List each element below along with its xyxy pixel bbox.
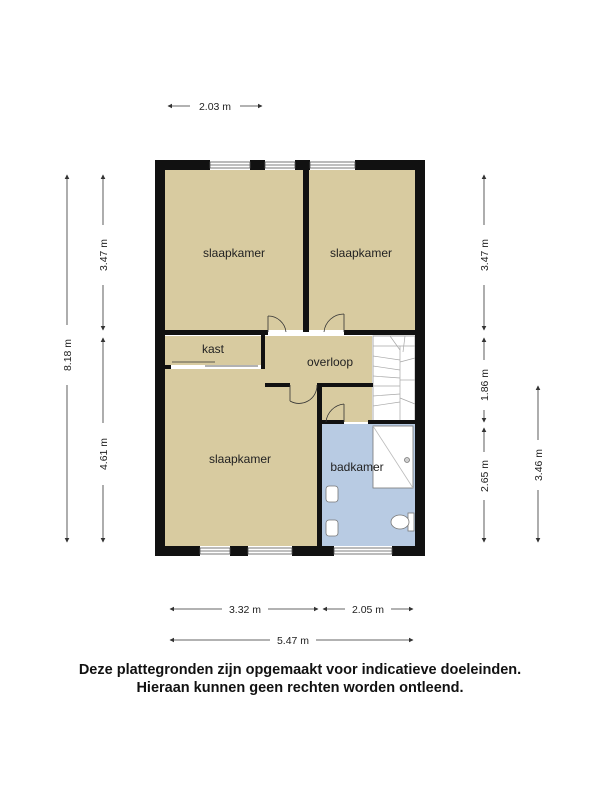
dim-right-middle: 1.86 m <box>479 368 491 402</box>
dim-right-upper: 3.47 m <box>479 238 491 272</box>
disclaimer-line-2: Hieraan kunnen geen rechten worden ontleend. <box>136 680 464 696</box>
washbasin-top <box>326 486 338 502</box>
washbasin-bottom <box>326 520 338 536</box>
dim-left-outer: 8.18 m <box>62 338 74 372</box>
dim-bottom-left: 3.32 m <box>228 604 262 616</box>
dim-left-upper: 3.47 m <box>98 238 110 272</box>
floor-hall-strip <box>320 386 372 422</box>
dim-bottom-total: 5.47 m <box>276 635 310 647</box>
disclaimer-line-1: Deze plattegronden zijn opgemaakt voor indicatieve doeleinden. <box>78 662 522 678</box>
disclaimer <box>0 661 600 697</box>
label-closet: kast <box>201 342 225 356</box>
dim-right-lower: 2.65 m <box>479 459 491 493</box>
label-bedroom-3: slaapkamer <box>208 452 272 466</box>
dim-left-lower: 4.61 m <box>98 437 110 471</box>
staircase <box>373 336 415 422</box>
toilet-bowl <box>391 515 409 529</box>
dim-bottom-right: 2.05 m <box>351 604 385 616</box>
dim-top: 2.03 m <box>198 101 232 113</box>
label-bathroom: badkamer <box>330 460 384 474</box>
label-bedroom-1: slaapkamer <box>202 246 266 260</box>
label-bedroom-2: slaapkamer <box>329 246 393 260</box>
label-landing: overloop <box>306 355 354 369</box>
dim-far-right: 3.46 m <box>533 448 545 482</box>
